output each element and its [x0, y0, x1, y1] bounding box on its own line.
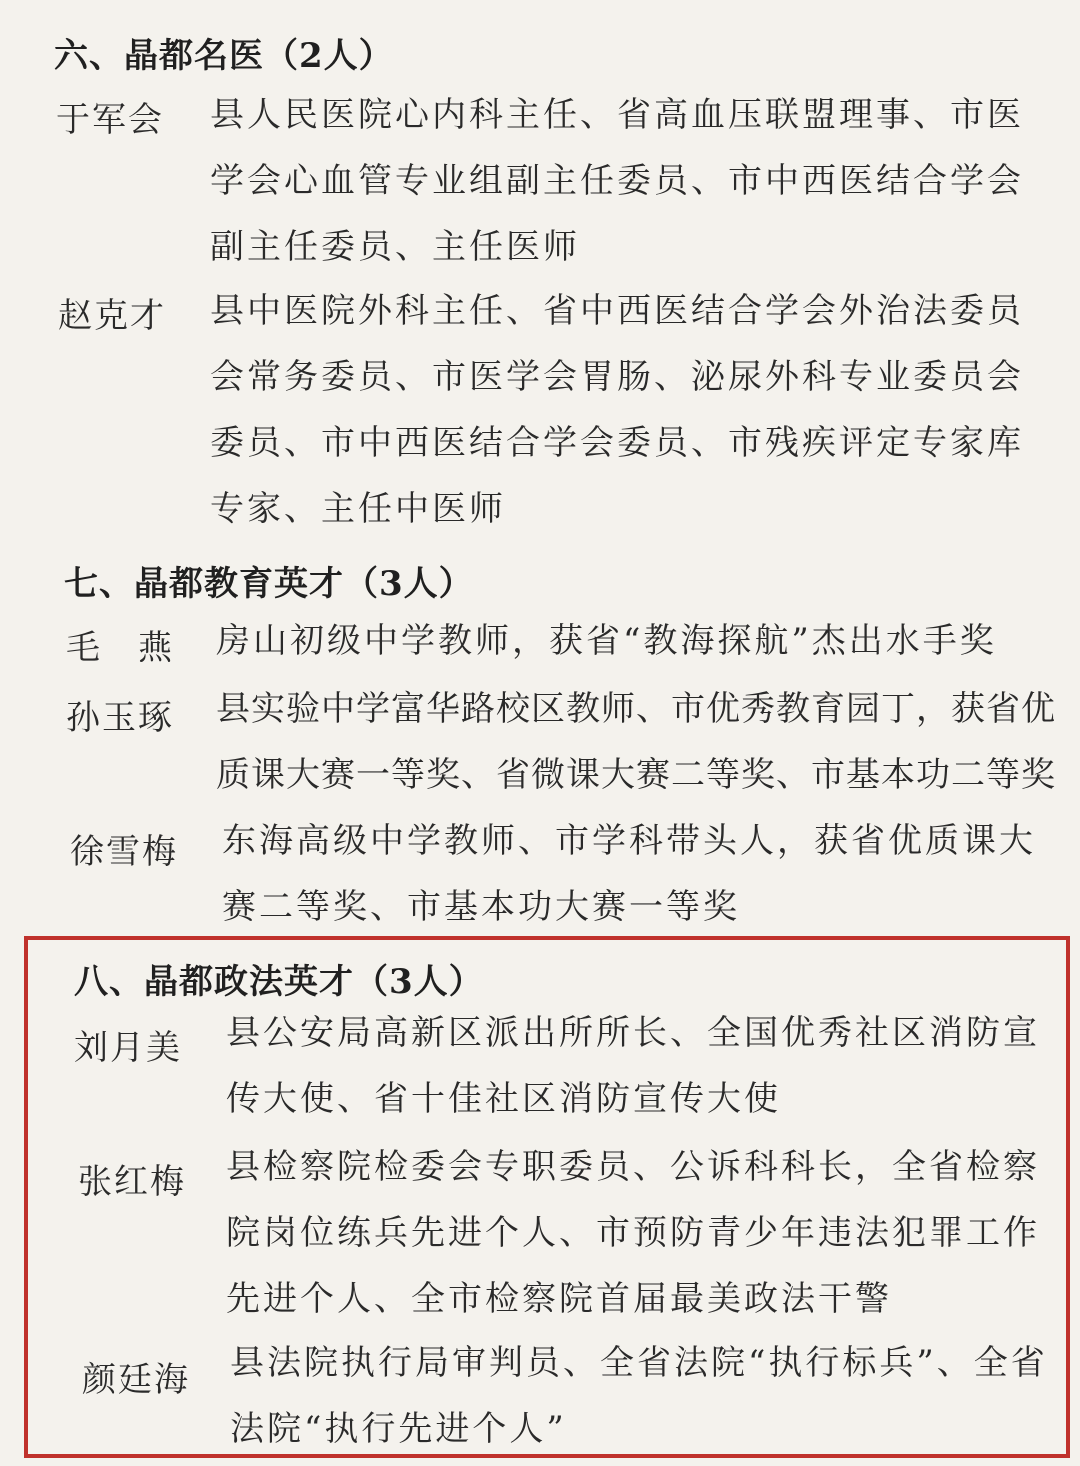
person-description [222, 808, 1036, 940]
description-line: 专家、主任中医师 [210, 489, 506, 529]
description-line: 县实验中学富华路校区教师、市优秀教育园丁，获省优 [216, 689, 1056, 729]
description-line: 县检察院检委会专职委员、公诉科科长，全省检察 [226, 1147, 1040, 1187]
description-line: 院岗位练兵先进个人、市预防青少年违法犯罪工作 [226, 1213, 1040, 1253]
person-name: 颜廷海 [82, 1360, 190, 1400]
description-line: 先进个人、全市检察院首届最美政法干警 [226, 1279, 892, 1319]
section-title-6: 六、晶都名医（2人） [54, 36, 394, 76]
description-line: 副主任委员、主任医师 [210, 227, 580, 267]
description-line: 赛二等奖、市基本功大赛一等奖 [222, 887, 740, 927]
description-line: 房山初级中学教师，获省“教海探航”杰出水手奖 [216, 621, 997, 661]
person-name: 张红梅 [78, 1162, 186, 1202]
description-line: 县公安局高新区派出所所长、全国优秀社区消防宣 [226, 1013, 1040, 1053]
person-description [210, 82, 1024, 280]
person-description [216, 608, 997, 674]
section-title-7: 七、晶都教育英才（3人） [64, 564, 474, 604]
description-line: 县人民医院心内科主任、省高血压联盟理事、市医 [210, 95, 1024, 135]
person-name: 毛 燕 [66, 628, 174, 668]
person-name: 于军会 [56, 100, 164, 140]
person-description [216, 676, 1056, 808]
description-line: 县中医院外科主任、省中西医结合学会外治法委员 [210, 291, 1024, 331]
description-line: 委员、市中西医结合学会委员、市残疾评定专家库 [210, 423, 1024, 463]
person-description [210, 278, 1024, 542]
person-name: 刘月美 [74, 1028, 182, 1068]
person-description [226, 1000, 1040, 1132]
section-title-8: 八、晶都政法英才（3人） [74, 962, 484, 1002]
description-line: 县法院执行局审判员、全省法院“执行标兵”、全省 [230, 1343, 1048, 1383]
person-name: 徐雪梅 [70, 832, 178, 872]
description-line: 质课大赛一等奖、省微课大赛二等奖、市基本功二等奖 [216, 755, 1056, 795]
description-line: 学会心血管专业组副主任委员、市中西医结合学会 [210, 161, 1024, 201]
description-line: 法院“执行先进个人” [230, 1409, 567, 1449]
person-description [226, 1134, 1040, 1332]
person-description [230, 1330, 1048, 1462]
description-line: 会常务委员、市医学会胃肠、泌尿外科专业委员会 [210, 357, 1024, 397]
person-name: 赵克才 [58, 296, 166, 336]
description-line: 传大使、省十佳社区消防宣传大使 [226, 1079, 781, 1119]
person-name: 孙玉琢 [66, 698, 174, 738]
description-line: 东海高级中学教师、市学科带头人，获省优质课大 [222, 821, 1036, 861]
